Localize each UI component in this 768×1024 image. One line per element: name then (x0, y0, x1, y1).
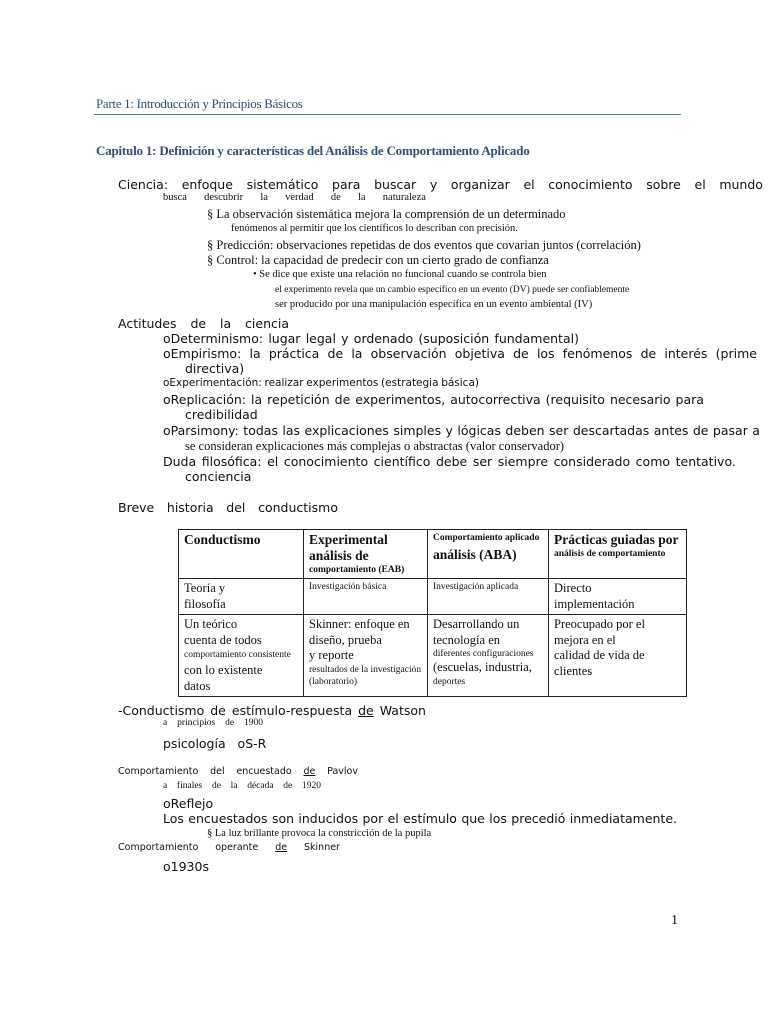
table-cell: Conductismo (179, 530, 304, 579)
table-cell: Preocupado por el mejora en el calidad de vida de clientes (549, 615, 687, 697)
table-cell: Investigación básica (304, 579, 428, 615)
empirismo-continuation: directiva) (185, 361, 245, 376)
observacion-point: § La observación sistemática mejora la comprensión de un determinado (207, 207, 566, 221)
pavlov-line: Comportamiento del encuestado de Pavlov (118, 766, 358, 777)
encuestados-line: Los encuestados son inducidos por el estímulo que los precedió inmediatamente. (163, 811, 677, 826)
psicologia-line: psicología oS-R (163, 736, 267, 751)
replicacion-continuation: credibilidad (185, 407, 258, 422)
table-cell: Directo implementación (549, 579, 687, 615)
watson-date: a principios de 1900 (163, 718, 263, 728)
table-header-row (179, 530, 687, 579)
pavlov-date: a finales de la década de 1920 (163, 781, 321, 791)
luz-point: § La luz brillante provoca la constricción de la pupila (207, 828, 432, 839)
chapter-title: Capitulo 1: Definición y características del Análisis de Comportamiento Aplicado (96, 143, 530, 158)
skinner-line: Comportamiento operante de Skinner (118, 842, 340, 853)
year-line: o1930s (163, 859, 209, 874)
relacion-detail-2: ser producido por una manipulación específica en un evento ambiental (IV) (275, 299, 593, 310)
duda-continuation: conciencia (185, 469, 252, 484)
relacion-bullet: • Se dice que existe una relación no funcional cuando se controla bien (253, 269, 547, 280)
ciencia-line: Ciencia: enfoque sistemático para buscar y organizar el conocimiento sobre el mundo (118, 177, 763, 192)
duda-line: Duda filosófica: el conocimiento científico debe ser siempre considerado como tentativo. (163, 454, 736, 469)
experimentacion-line: oExperimentación: realizar experimentos (estrategia básica) (163, 377, 479, 389)
parsimony-line: oParsimony: todas las explicaciones simples y lógicas deben ser descartadas antes de pasar a (163, 423, 760, 438)
empirismo-line: oEmpirismo: la práctica de la observación objetiva de los fenómenos de interés (prime (163, 346, 757, 361)
part-title: Parte 1: Introducción y Principios Básicos (96, 96, 303, 111)
watson-line: -Conductismo de estímulo-respuesta de Watson (118, 703, 426, 718)
parsimony-continuation: se consideran explicaciones más complejas o abstractas (valor conservador) (185, 439, 565, 453)
observacion-detail: fenómenos al permitir que los científicos lo describan con precisión. (231, 223, 518, 234)
control-point: § Control: la capacidad de predecir con un cierto grado de confianza (207, 253, 549, 267)
determinismo-line: oDeterminismo: lugar legal y ordenado (suposición fundamental) (163, 331, 579, 346)
table-cell: Desarrollando un tecnología en diferentes configuraciones (escuelas, industria, deportes (428, 615, 549, 697)
history-table (178, 529, 687, 697)
actitudes-heading: Actitudes de la ciencia (118, 316, 289, 331)
prediccion-point: § Predicción: observaciones repetidas de dos eventos que covarian juntos (correlación) (207, 238, 641, 252)
table-cell: Prácticas guiadas por análisis de comportamiento (549, 530, 687, 579)
table-row (179, 579, 687, 615)
table-cell: Comportamiento aplicado análisis (ABA) (428, 530, 549, 579)
table-cell: Skinner: enfoque en diseño, prueba y reporte resultados de la investigación (laboratorio) (304, 615, 428, 697)
header-divider (94, 114, 681, 115)
ciencia-subline: busca descubrir la verdad de la naturaleza (163, 192, 426, 203)
relacion-detail-1: el experimento revela que un cambio específico en un evento (DV) puede ser confiablemente (275, 285, 630, 295)
table-cell: Experimental análisis de comportamiento (EAB) (304, 530, 428, 579)
historia-heading: Breve historia del conductismo (118, 500, 338, 515)
table-cell: Un teórico cuenta de todos comportamiento consistente con lo existente datos (179, 615, 304, 697)
reflejo-line: oReflejo (163, 796, 214, 811)
table-row (179, 615, 687, 697)
page-number: 1 (671, 913, 678, 928)
replicacion-line: oReplicación: la repetición de experimentos, autocorrectiva (requisito necesario para (163, 392, 704, 407)
table-cell: Investigación aplicada (428, 579, 549, 615)
table-cell: Teoría y filosofía (179, 579, 304, 615)
